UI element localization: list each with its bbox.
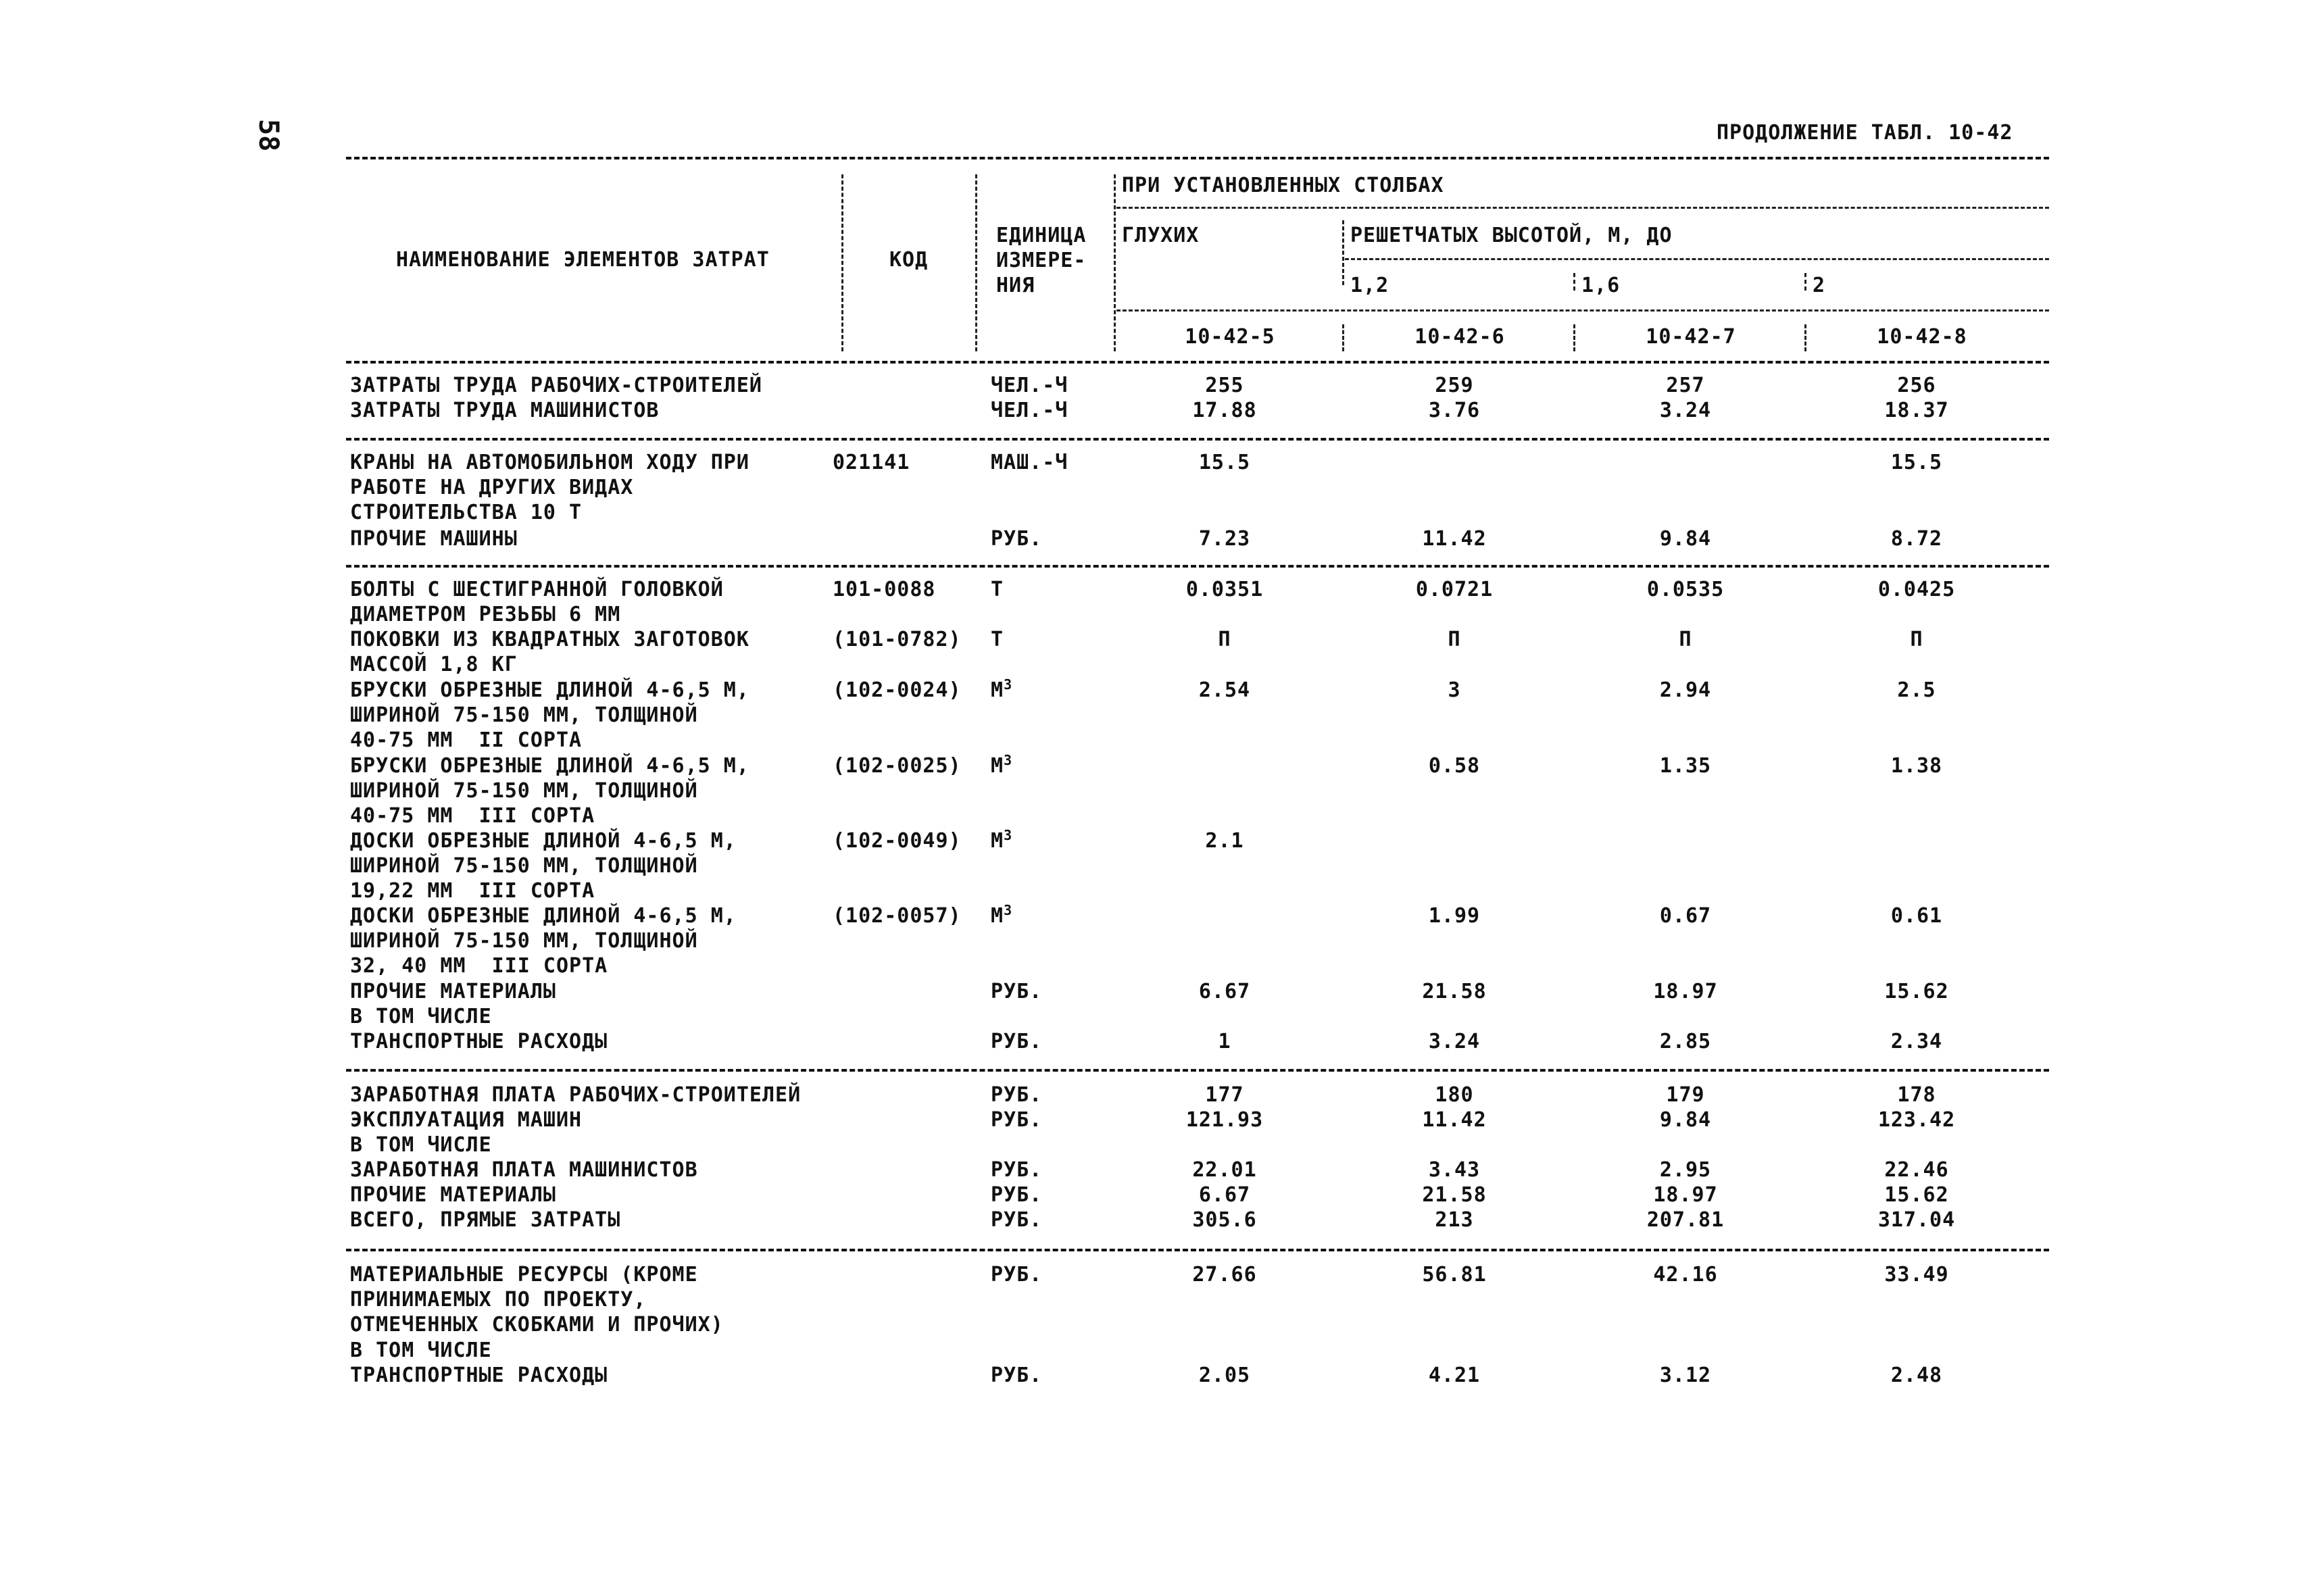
row-name-line: ШИРИНОЙ 75-150 ММ, ТОЛЩИНОЙ <box>350 854 698 878</box>
row-value: 213 <box>1435 1208 1474 1232</box>
row-name-line: МАТЕРИАЛЬНЫЕ РЕСУРСЫ (КРОМЕ <box>350 1263 698 1287</box>
row-value: П <box>1679 628 1692 651</box>
row-name-line: В ТОМ ЧИСЛЕ <box>350 1005 492 1029</box>
row-value: 2.34 <box>1890 1030 1943 1053</box>
row-unit: РУБ. <box>991 1158 1043 1182</box>
row-name-line: ЗАТРАТЫ ТРУДА РАБОЧИХ-СТРОИТЕЛЕЙ <box>350 374 762 397</box>
row-value: 7.23 <box>1198 527 1251 551</box>
row-value: 180 <box>1435 1083 1474 1107</box>
row-value: 121.93 <box>1185 1108 1264 1132</box>
row-value: 178 <box>1897 1083 1936 1107</box>
row-unit: РУБ. <box>991 1364 1043 1387</box>
row-unit: РУБ. <box>991 980 1043 1003</box>
header-code-3: 10-42-7 <box>1646 325 1736 349</box>
row-name-line: ЗАРАБОТНАЯ ПЛАТА РАБОЧИХ-СТРОИТЕЛЕЙ <box>350 1083 802 1107</box>
row-value: 8.72 <box>1890 527 1943 551</box>
row-name-line: ДИАМЕТРОМ РЕЗЬБЫ 6 ММ <box>350 603 621 627</box>
row-value: 0.67 <box>1659 904 1712 928</box>
row-value: 0.58 <box>1428 754 1481 778</box>
row-value: 27.66 <box>1192 1263 1257 1287</box>
row-value: 2.54 <box>1198 678 1251 702</box>
row-value: 15.62 <box>1884 980 1949 1003</box>
row-code: (102-0025) <box>833 754 962 778</box>
header-height-1: 1,2 <box>1350 274 1389 297</box>
row-value: 18.37 <box>1884 399 1949 422</box>
row-unit: РУБ. <box>991 1183 1043 1207</box>
row-value: 2.95 <box>1659 1158 1712 1182</box>
row-value: 123.42 <box>1877 1108 1956 1132</box>
row-name-line: ШИРИНОЙ 75-150 ММ, ТОЛЩИНОЙ <box>350 703 698 728</box>
row-unit: РУБ. <box>991 1263 1043 1287</box>
row-value: 15.5 <box>1890 451 1943 474</box>
row-name-line: ПРОЧИЕ МАШИНЫ <box>350 527 518 551</box>
row-name-line: ТРАНСПОРТНЫЕ РАСХОДЫ <box>350 1030 608 1053</box>
row-name-line: БРУСКИ ОБРЕЗНЫЕ ДЛИНОЙ 4-6,5 М, <box>350 754 749 778</box>
header-code-4: 10-42-8 <box>1877 325 1967 349</box>
row-name-line: В ТОМ ЧИСЛЕ <box>350 1133 492 1157</box>
row-code: 021141 <box>833 451 910 474</box>
row-value: 317.04 <box>1877 1208 1956 1232</box>
row-name-line: 32, 40 ММ III СОРТА <box>350 954 608 978</box>
row-code: (101-0782) <box>833 628 962 651</box>
row-value: 0.61 <box>1890 904 1943 928</box>
row-name-line: ПРОЧИЕ МАТЕРИАЛЫ <box>350 980 556 1003</box>
row-unit: $М^3$ <box>991 902 1013 928</box>
header-unit-3: НИЯ <box>996 274 1035 297</box>
header-name: НАИМЕНОВАНИЕ ЭЛЕМЕНТОВ ЗАТРАТ <box>396 248 770 272</box>
row-name-line: ДОСКИ ОБРЕЗНЫЕ ДЛИНОЙ 4-6,5 М, <box>350 829 737 853</box>
header-unit-1: ЕДИНИЦА <box>996 224 1087 247</box>
row-value: 11.42 <box>1422 1108 1487 1132</box>
header-deaf: ГЛУХИХ <box>1122 224 1200 247</box>
row-value: 0.0535 <box>1646 578 1725 601</box>
row-value: 1.35 <box>1659 754 1712 778</box>
header-unit-2: ИЗМЕРЕ- <box>996 249 1087 272</box>
row-unit: ЧЕЛ.-Ч <box>991 374 1068 397</box>
row-value: П <box>1910 628 1923 651</box>
row-name-line: БРУСКИ ОБРЕЗНЫЕ ДЛИНОЙ 4-6,5 М, <box>350 678 749 702</box>
row-name-line: ЗАТРАТЫ ТРУДА МАШИНИСТОВ <box>350 399 660 422</box>
row-code: (102-0024) <box>833 678 962 702</box>
row-name-line: ЗАРАБОТНАЯ ПЛАТА МАШИНИСТОВ <box>350 1158 698 1182</box>
row-value: П <box>1218 628 1231 651</box>
row-value: 3.24 <box>1428 1030 1481 1053</box>
row-value: 0.0351 <box>1185 578 1264 601</box>
row-unit: $М^3$ <box>991 676 1013 702</box>
row-value: 1 <box>1218 1030 1231 1053</box>
row-value: 6.67 <box>1198 980 1251 1003</box>
row-name-line: ТРАНСПОРТНЫЕ РАСХОДЫ <box>350 1364 608 1387</box>
row-value: 255 <box>1205 374 1244 397</box>
row-name-line: БОЛТЫ С ШЕСТИГРАННОЙ ГОЛОВКОЙ <box>350 578 724 601</box>
row-name-line: МАССОЙ 1,8 КГ <box>350 653 518 677</box>
row-name-line: 19,22 ММ III СОРТА <box>350 879 595 903</box>
row-value: 179 <box>1666 1083 1705 1107</box>
row-name-line: 40-75 ММ III СОРТА <box>350 804 595 828</box>
row-value: 22.01 <box>1192 1158 1257 1182</box>
row-value: 257 <box>1666 374 1705 397</box>
row-name-line: ДОСКИ ОБРЕЗНЫЕ ДЛИНОЙ 4-6,5 М, <box>350 904 737 928</box>
row-value: 2.5 <box>1897 678 1936 702</box>
row-code: (102-0049) <box>833 829 962 853</box>
row-value: 3.43 <box>1428 1158 1481 1182</box>
row-name-line: РАБОТЕ НА ДРУГИХ ВИДАХ <box>350 476 634 500</box>
row-value: 4.21 <box>1428 1364 1481 1387</box>
header-height-2: 1,6 <box>1581 274 1621 297</box>
row-value: 17.88 <box>1192 399 1257 422</box>
row-value: 305.6 <box>1192 1208 1257 1232</box>
row-unit: $М^3$ <box>991 752 1013 778</box>
row-value: 42.16 <box>1653 1263 1718 1287</box>
row-value: 259 <box>1435 374 1474 397</box>
row-value: 2.05 <box>1198 1364 1251 1387</box>
row-name-line: ОТМЕЧЕННЫХ СКОБКАМИ И ПРОЧИХ) <box>350 1313 724 1337</box>
row-name-line: ЭКСПЛУАТАЦИЯ МАШИН <box>350 1108 583 1132</box>
row-value: 9.84 <box>1659 1108 1712 1132</box>
header-code-2: 10-42-6 <box>1414 325 1505 349</box>
header-lattice: РЕШЕТЧАТЫХ ВЫСОТОЙ, М, ДО <box>1350 224 1673 247</box>
row-value: 22.46 <box>1884 1158 1949 1182</box>
row-value: 3.24 <box>1659 399 1712 422</box>
row-unit: РУБ. <box>991 1030 1043 1053</box>
row-value: 15.62 <box>1884 1183 1949 1207</box>
row-code: 101-0088 <box>833 578 936 601</box>
row-value: 56.81 <box>1422 1263 1487 1287</box>
row-unit: ЧЕЛ.-Ч <box>991 399 1068 422</box>
row-value: 0.0425 <box>1877 578 1956 601</box>
row-value: 18.97 <box>1653 1183 1718 1207</box>
row-value: П <box>1448 628 1461 651</box>
row-name-line: ВСЕГО, ПРЯМЫЕ ЗАТРАТЫ <box>350 1208 621 1232</box>
row-value: 2.85 <box>1659 1030 1712 1053</box>
row-value: 177 <box>1205 1083 1244 1107</box>
row-value: 21.58 <box>1422 1183 1487 1207</box>
row-name-line: КРАНЫ НА АВТОМОБИЛЬНОМ ХОДУ ПРИ <box>350 451 749 474</box>
row-value: 9.84 <box>1659 527 1712 551</box>
row-name-line: ПРИНИМАЕМЫХ ПО ПРОЕКТУ, <box>350 1288 647 1312</box>
row-value: 2.94 <box>1659 678 1712 702</box>
header-group: ПРИ УСТАНОВЛЕННЫХ СТОЛБАХ <box>1122 174 1444 197</box>
row-value: 33.49 <box>1884 1263 1949 1287</box>
row-value: 1.99 <box>1428 904 1481 928</box>
row-value: 2.48 <box>1890 1364 1943 1387</box>
row-unit: РУБ. <box>991 1208 1043 1232</box>
row-value: 0.0721 <box>1415 578 1494 601</box>
page-number: 58 <box>253 119 284 152</box>
row-name-line: ПРОЧИЕ МАТЕРИАЛЫ <box>350 1183 556 1207</box>
row-unit: РУБ. <box>991 1083 1043 1107</box>
row-name-line: В ТОМ ЧИСЛЕ <box>350 1338 492 1362</box>
row-value: 3 <box>1448 678 1461 702</box>
row-unit: РУБ. <box>991 527 1043 551</box>
row-name-line: СТРОИТЕЛЬСТВА 10 Т <box>350 501 583 525</box>
row-value: 18.97 <box>1653 980 1718 1003</box>
row-value: 256 <box>1897 374 1936 397</box>
row-value: 1.38 <box>1890 754 1943 778</box>
row-value: 3.76 <box>1428 399 1481 422</box>
row-name-line: 40-75 ММ II СОРТА <box>350 728 583 753</box>
row-value: 6.67 <box>1198 1183 1251 1207</box>
row-value: 207.81 <box>1646 1208 1725 1232</box>
row-value: 15.5 <box>1198 451 1251 474</box>
row-unit: Т <box>991 578 1004 601</box>
row-unit: МАШ.-Ч <box>991 451 1068 474</box>
header-code-1: 10-42-5 <box>1185 325 1275 349</box>
row-value: 21.58 <box>1422 980 1487 1003</box>
row-name-line: ШИРИНОЙ 75-150 ММ, ТОЛЩИНОЙ <box>350 779 698 803</box>
row-name-line: ШИРИНОЙ 75-150 ММ, ТОЛЩИНОЙ <box>350 929 698 953</box>
row-unit: $М^3$ <box>991 827 1013 853</box>
row-value: 2.1 <box>1205 829 1244 853</box>
row-name-line: ПОКОВКИ ИЗ КВАДРАТНЫХ ЗАГОТОВОК <box>350 628 749 651</box>
row-unit: Т <box>991 628 1004 651</box>
continuation-title: ПРОДОЛЖЕНИЕ ТАБЛ. 10-42 <box>1717 121 2013 145</box>
row-value: 11.42 <box>1422 527 1487 551</box>
header-height-3: 2 <box>1813 274 1826 297</box>
row-unit: РУБ. <box>991 1108 1043 1132</box>
row-value: 3.12 <box>1659 1364 1712 1387</box>
row-code: (102-0057) <box>833 904 962 928</box>
header-code: КОД <box>889 248 929 272</box>
